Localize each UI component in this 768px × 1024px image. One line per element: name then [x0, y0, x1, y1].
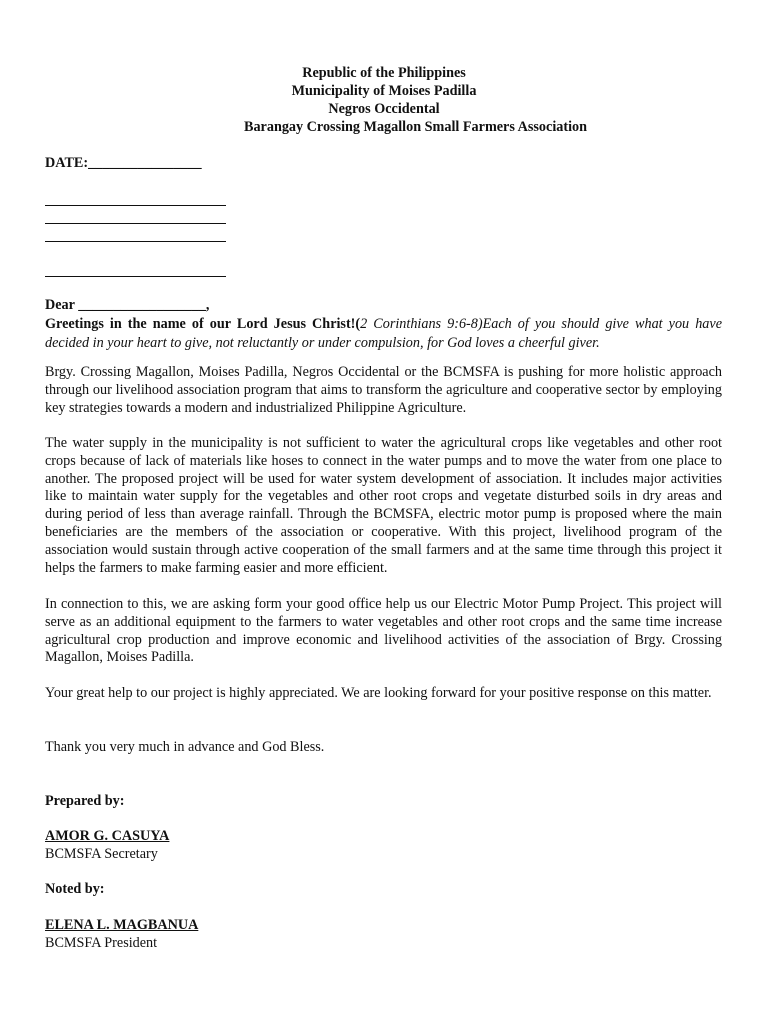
address-line-2 — [45, 223, 226, 224]
greeting — [45, 315, 722, 353]
header-association: Barangay Crossing Magallon Small Farmers Association — [244, 119, 587, 135]
paragraph-appreciation: Your great help to our project is highly appreciated. We are looking forward for your positive response on this matter. — [45, 685, 712, 701]
address-line-3 — [45, 241, 226, 242]
noted-by-title: BCMSFA President — [45, 935, 158, 951]
header-municipality: Municipality of Moises Padilla — [291, 83, 477, 99]
header-province: Negros Occidental — [328, 101, 440, 117]
address-line-1 — [45, 205, 226, 206]
salutation: Dear __________________, — [45, 297, 210, 313]
date-line: DATE:________________ — [45, 155, 202, 171]
header-republic: Republic of the Philippines — [302, 65, 466, 81]
prepared-by-title: BCMSFA Secretary — [45, 846, 158, 862]
verse-reference: 2 Corinthians 9:6-8) — [360, 316, 483, 332]
paragraph-thanks: Thank you very much in advance and God Bless. — [45, 739, 325, 755]
noted-by-name: ELENA L. MAGBANUA — [45, 917, 199, 933]
paragraph-water-supply: The water supply in the municipality is not sufficient to water the agricultural crops like vegetables and other root crops because of lack of materials like hoses to connect in the water pumps and to move the water from one place to another. The proposed project will be used for water system development of association. It includes major activities like to maintain water supply for the vegetables and other root crops and vegetate disturbed soils in dry areas and during period of less than average rainfall. Through the BCMSFA, electric motor pump is proposed where the main beneficiaries are the members of the association or cooperative. With this project, livelihood program of the association would sustain through active cooperation of the small farmers and at the same time through this project it helps the farmers to make farming easier and more efficient. — [45, 435, 722, 576]
address-line-4 — [45, 276, 226, 277]
greeting-bold: Greetings in the name of our Lord Jesus Christ!( — [45, 316, 361, 332]
verse-text: Each of you should give what you have decided in your heart to give, not reluctantly or under compulsion, for God loves a cheerful giver. — [45, 316, 722, 351]
paragraph-intro: Brgy. Crossing Magallon, Moises Padilla, Negros Occidental or the BCMSFA is pushing for more holistic approach through our livelihood association program that aims to transform the agriculture and cooperative sector by employing key strategies towards a modern and industrialized Philippine Agriculture. — [45, 364, 722, 416]
prepared-by-label: Prepared by: — [45, 793, 125, 809]
noted-by-label: Noted by: — [45, 881, 105, 897]
prepared-by-name: AMOR G. CASUYA — [45, 828, 170, 844]
paragraph-request: In connection to this, we are asking form your good office help us our Electric Motor Pump Project. This project will serve as an additional equipment to the farmers to water vegetables and other root crops and the same time increase agricultural crop production and improve economic and livelihood activities of the association of Brgy. Crossing Magallon, Moises Padilla. — [45, 596, 722, 666]
